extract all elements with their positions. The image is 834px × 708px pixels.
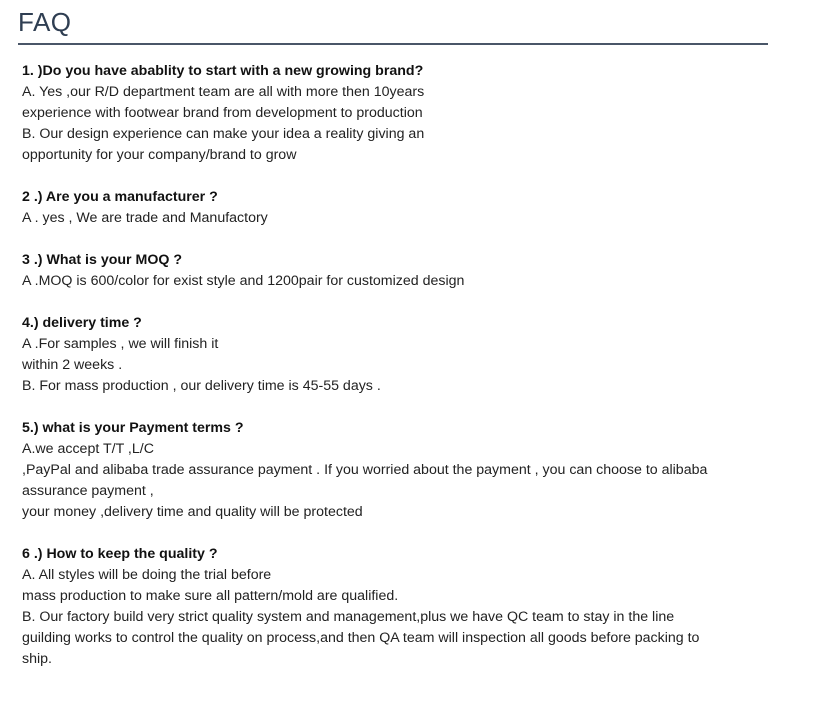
faq-item-5 [22,418,812,523]
faq-answer-line: B. Our factory build very strict quality system and management,plus we have QC team to stay in the line [22,609,675,625]
faq-question: 4.) delivery time ? [22,315,142,331]
faq-question: 2 .) Are you a manufacturer ? [22,189,218,205]
faq-question: 6 .) How to keep the quality ? [22,546,218,562]
faq-list [22,61,812,691]
faq-answer-line: A . yes , We are trade and Manufactory [22,210,268,226]
faq-answer-line: B. For mass production , our delivery time is 45-55 days . [22,378,381,394]
faq-answer-line: A. Yes ,our R/D department team are all with more then 10years [22,84,425,100]
faq-item-6 [22,544,812,670]
faq-answer-line: A .MOQ is 600/color for exist style and 1200pair for customized design [22,273,465,289]
faq-answer-line: B. Our design experience can make your idea a reality giving an [22,126,425,142]
faq-answer-line: A .For samples , we will finish it [22,336,219,352]
faq-answer-line: your money ,delivery time and quality will be protected [22,504,363,520]
faq-answer-line: experience with footwear brand from development to production [22,105,423,121]
faq-answer-line: opportunity for your company/brand to grow [22,147,297,163]
page-title: FAQ [18,7,72,37]
faq-question: 1. )Do you have abablity to start with a new growing brand? [22,63,424,79]
faq-item-4 [22,313,812,397]
title-divider [18,43,768,45]
faq-answer-line: ship. [22,651,52,667]
faq-answer-line: within 2 weeks . [22,357,123,373]
faq-answer-line: A.we accept T/T ,L/C [22,441,154,457]
faq-question: 3 .) What is your MOQ ? [22,252,183,268]
faq-question: 5.) what is your Payment terms ? [22,420,244,436]
faq-answer-line: mass production to make sure all pattern/mold are qualified. [22,588,399,604]
faq-item-2 [22,187,812,229]
faq-answer-line: ,PayPal and alibaba trade assurance payment . If you worried about the payment , you can choose to alibaba [22,462,708,478]
faq-answer-line: guilding works to control the quality on process,and then QA team will inspection all goods before packing to [22,630,700,646]
faq-item-1 [22,61,812,166]
faq-answer-line: A. All styles will be doing the trial before [22,567,272,583]
faq-answer-line: assurance payment , [22,483,154,499]
faq-item-3 [22,250,812,292]
